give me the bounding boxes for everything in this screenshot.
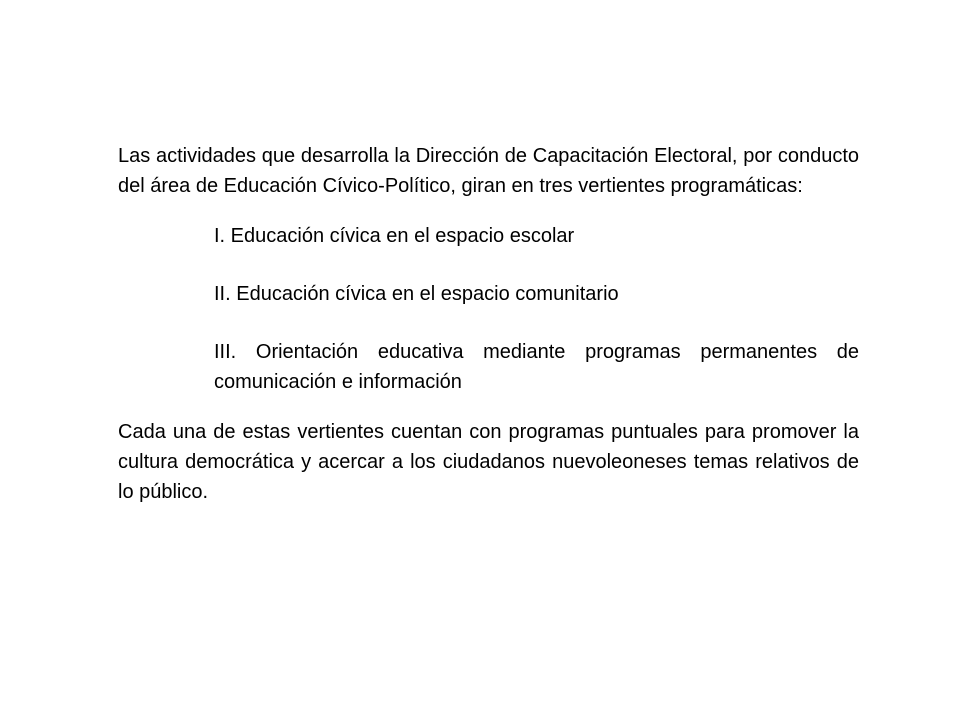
intro-paragraph: Las actividades que desarrolla la Dirección de Capacitación Electoral, por conducto del área de Educación Cívico-Político, giran en tres vertientes programáticas: <box>118 145 859 197</box>
list-item-orientacion: III. Orientación educativa mediante programas permanentes de comunicación e información <box>214 341 859 393</box>
text-block <box>118 141 859 507</box>
vertientes-list <box>118 221 859 397</box>
list-item-comunitario: II. Educación cívica en el espacio comunitario <box>214 283 619 305</box>
list-item-escolar: I. Educación cívica en el espacio escolar <box>214 225 575 247</box>
closing-paragraph: Cada una de estas vertientes cuentan con programas puntuales para promover la cultura democrática y acercar a los ciudadanos nuevoleoneses temas relativos de lo público. <box>118 421 859 503</box>
